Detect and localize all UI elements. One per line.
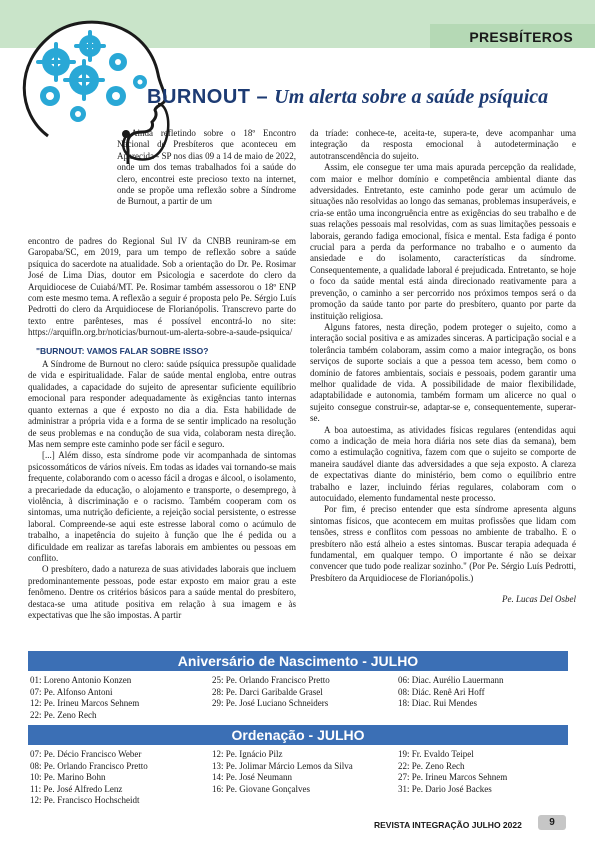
intro-paragraph-continued: encontro de padres do Regional Sul IV da CNBB reuniram-se em Garopaba/SC, em 2019, para um tempo de reflexão sobre a saúde psíquica do sacerdote na atualidade. Sob a orientação do Dr. Pe. Rosimar José de Lima Dias, doutor em Psicologia e sacerdote do clero da Arquidiocese de Cuiabá/MT. Pe. Rosimar também assessorou o 18º ENP com este mesmo tema. A reflexão a seguir é proposta pelo Pe. Sérgio Luís Pedrotti do clero da Arquidiocese de Florianópolis. Transcrevo parte do texto entre parênteses, mas é possível encontrá-lo no site: https://arquifln.org.br/noticias/burnout-um-alerta-sobre-a-saude-psiquica/	[28, 236, 296, 338]
list-item: 06: Diac. Aurélio Lauermann	[398, 675, 504, 685]
right-column	[310, 128, 576, 606]
ordination-list-col3	[398, 749, 507, 795]
title-dash: –	[250, 86, 275, 108]
birthday-heading: Aniversário de Nascimento - JULHO	[28, 651, 568, 671]
subheading: "BURNOUT: VAMOS FALAR SOBRE ISSO?	[36, 345, 209, 356]
birthday-list-col2	[212, 675, 330, 710]
ordination-heading: Ordenação - JULHO	[28, 725, 568, 745]
list-item: 28: Pe. Darci Garibalde Grasel	[212, 686, 323, 697]
body-paragraph: Alguns fatores, nesta direção, podem proteger o sujeito, como a interação social positiva e as amizades sinceras. A participação social e a tolerância também colaboram, assim como a maior integração, os bons serviços de suporte sociais a que a pessoa tem acesso, bem como o domínio de fatores ambientais, sociais e pessoais, podem garantir uma melhor qualidade de vida. A possibilidade de maior flexibilidade, adaptabilidade e autonomia, também formam um alicerce no qual o sujeito consegue construir-se, adaptar-se e, consequentemente, superar-se.	[310, 321, 576, 424]
body-paragraph: A boa autoestima, as atividades físicas regulares (entendidas aqui como a indicação de meia hora diária nos sete dias da semana), bem como a estimulação cognitiva, fazem com que o sujeito se comporte de maneira saudável diante das adversidades a que seja exposto. A clareza de expectativas diante do ministério, bem como o equilíbrio entre trabalho e lazer, incluindo férias regulares, colaboram com o autocuidado, elemento fundamental neste processo.	[310, 424, 576, 503]
body-paragraph: da tríade: conhece-te, aceita-te, supera-te, deve acompanhar uma integração da resposta emocional à autodeterminação e autotranscendência do sujeito.	[310, 128, 576, 161]
ordination-list-col1	[30, 749, 148, 807]
title-main: BURNOUT	[147, 86, 251, 108]
birthday-list-col1	[30, 675, 139, 721]
list-item: 07: Pe. Décio Francisco Weber	[30, 749, 142, 759]
list-item: 07: Pe. Alfonso Antoni	[30, 686, 113, 697]
list-item: 11: Pe. José Alfredo Lenz	[30, 783, 123, 794]
intro-paragraph: Ainda refletindo sobre o 18º Encontro Nacional de Presbíteros que aconteceu em Aparecida - SP nos dias 09 a 14 de maio de 2022, onde um dos temas trabalhados foi a saúde do clero, encontrei este precioso texto na internet, onde se propõe uma reflexão sobre a Síndrome de Burnout, a partir de um	[117, 128, 296, 207]
body-paragraph: Por fim, é preciso entender que esta síndrome apresenta alguns sintomas físicos, que acontecem em muitas profissões que lidam com tensões, stress e conflitos com pessoas no ambiente de trabalho. E o presbítero não está alheio a estes sintomas. Buscar terapia adequada é fundamental, em qualquer tempo. O importante é não se deixar convencer que tudo pode realizar sozinho." (Por Pe. Sérgio Luís Pedrotti, Presbítero da Arquidiocese de Florianópolis.)	[310, 504, 576, 583]
left-column	[28, 236, 296, 621]
title-sub: Um alerta sobre a saúde psíquica	[274, 86, 549, 108]
list-item: 14: Pe. José Neumann	[212, 772, 292, 783]
list-item: 25: Pe. Orlando Francisco Pretto	[212, 675, 330, 685]
list-item: 18: Diac. Rui Mendes	[398, 698, 477, 709]
body-paragraph: A Síndrome de Burnout no clero: saúde psíquica pressupõe qualidade de vida e espiritualidade. Falar de saúde mental engloba, entre outras qualidades, a capacidade do sujeito de apresentar suficiente equilíbrio emocional para responder adequadamente às exigências tanto internas quanto externas a que é exposto no dia a dia. Esta habilidade de administrar a própria vida e a forma de se sentir implicado na resolução de seus problemas e na condução de sua vida, colaboram nesta direção. Mas nem sempre este caminho pode ser fácil e seguro.	[28, 359, 296, 449]
list-item: 22: Pe. Zeno Rech	[30, 709, 97, 720]
body-paragraph: O presbítero, dado a natureza de suas atividades laborais que incluem predominantemente pessoas, pode estar exposto em maior grau a este fenômeno. Dentre os critérios básicos para a saúde mental do presbítero, destaca-se uma atitude positiva em relação à sua imagem e às expectativas que lhe são impostas. A partir	[28, 564, 296, 620]
list-item: 12: Pe. Francisco Hochscheidt	[30, 795, 140, 806]
list-item: 31: Pe. Dario José Backes	[398, 783, 492, 794]
list-item: 08: Diác. Renê Ari Hoff	[398, 686, 485, 697]
ordination-list-col2	[212, 749, 353, 795]
list-item: 29: Pe. José Luciano Schneiders	[212, 698, 329, 709]
list-item: 19: Fr. Evaldo Teipel	[398, 749, 474, 759]
birthday-list-col3	[398, 675, 503, 710]
intro-column	[117, 128, 296, 208]
list-item: 01: Loreno Antonio Konzen	[30, 675, 132, 685]
list-item: 13: Pe. Jolimar Márcio Lemos da Silva	[212, 760, 353, 771]
list-item: 08: Pe. Orlando Francisco Pretto	[30, 760, 148, 771]
list-item: 10: Pe. Marino Bohn	[30, 772, 106, 783]
body-paragraph: Assim, ele consegue ter uma mais apurada percepção da realidade, com maior e melhor domínio e competência ambiental diante das adversidades. Entretanto, este caminho pode gerar um acúmulo de situações não resolvidas ao longo das semanas, problemas insuperáveis, e cria-se então uma incongruência entre as exigências do seu trabalho e de suas relações pessoais mal resolvidas, com as suas limitações pessoais e laborais, gerando fadiga emocional, física e mental. Esta fadiga é ponto crucial para a perda da performance no trabalho e o aumento da ansiedade e do isolamento, características da síndrome. Consequentemente, a qualidade laboral é prejudicada. Entretanto, se hoje o foco da saúde mental está ainda direcionado reativamente para a prevenção, o caminho a ser percorrido nos próximos tempos será o da promoção da saúde tanto por parte do presbítero, quanto por parte da instituição religiosa.	[310, 162, 576, 321]
author-signature: Pe. Lucas Del Osbel	[502, 594, 576, 605]
magazine-footer: REVISTA INTEGRAÇÃO JULHO 2022	[374, 820, 522, 830]
article-title	[147, 86, 577, 109]
page-number: 9	[538, 815, 566, 830]
section-tag: PRESBÍTEROS	[469, 29, 573, 45]
list-item: 12: Pe. Ignácio Pilz	[212, 749, 283, 759]
list-item: 12: Pe. Irineu Marcos Sehnem	[30, 698, 140, 709]
body-paragraph: [...] Além disso, esta síndrome pode vir acompanhada de sintomas psicossomáticos de vários níveis. Em todas as idades vai tornando-se mais frequente, colaborando com o acesso fácil a drogas e álcool, o isolamento, a precariedade da educação, o alojamento e transporte, o desemprego, à violência, à discriminação e o racismo. Também cooperam com os sintomas, uma nutrição deficiente, a rejeição social persistente, o estresse laboral. Compreende-se aqui este estresse laboral como o acúmulo de trabalho, a inapetência do sujeito à função que lhe é pedida ou a dificuldade em realizar as tarefas laborais em ambientes ou pessoas em conflito.	[28, 450, 296, 563]
list-item: 27: Pe. Irineu Marcos Sehnem	[398, 772, 508, 783]
list-item: 22: Pe. Zeno Rech	[398, 760, 465, 771]
list-item: 16: Pe. Giovane Gonçalves	[212, 783, 310, 794]
